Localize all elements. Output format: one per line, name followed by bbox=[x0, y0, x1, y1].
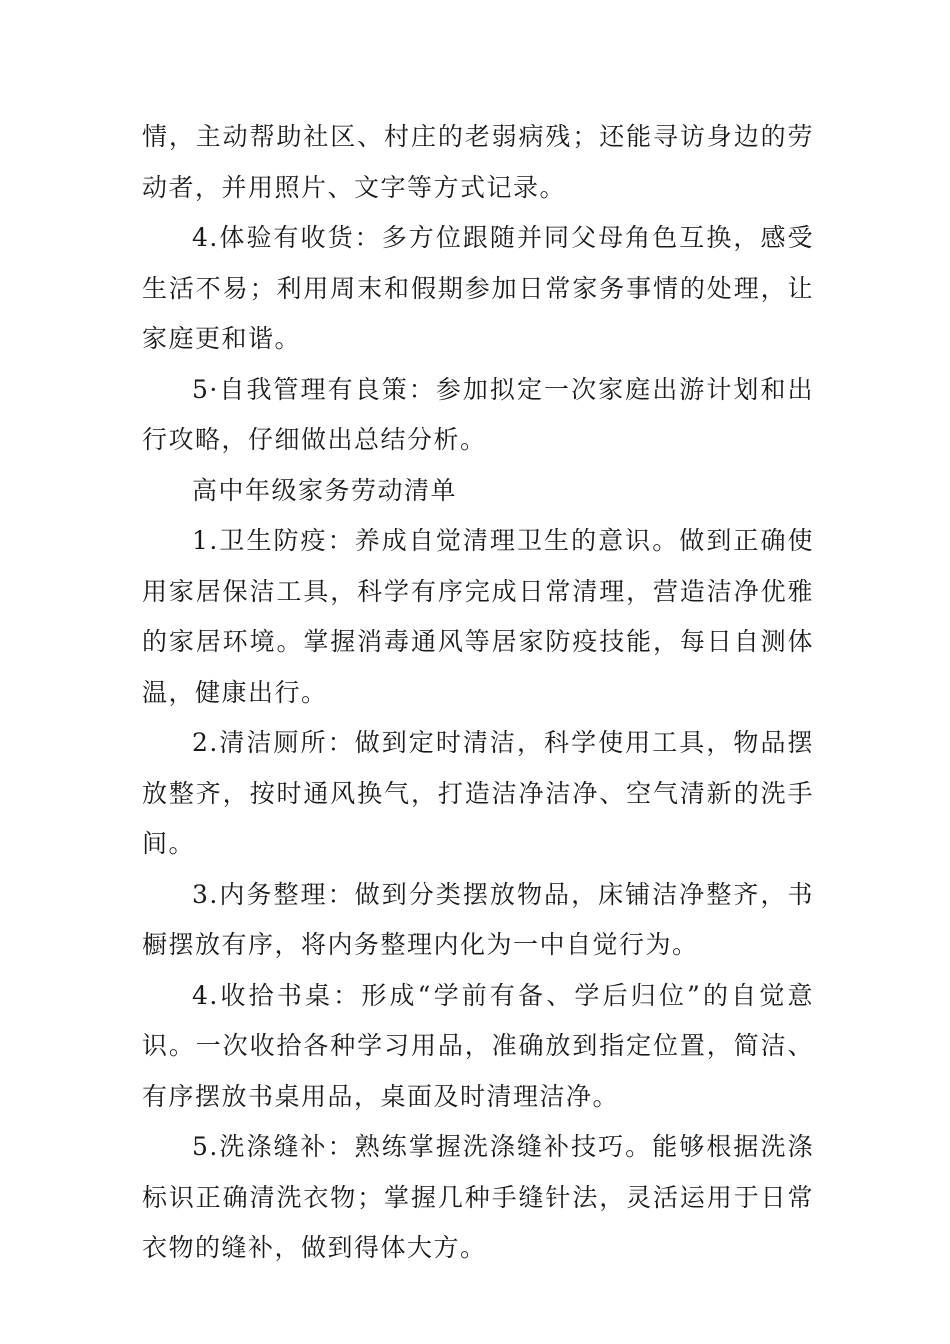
paragraph-item-4-desk: 4.收拾书桌：形成“学前有备、学后归位”的自觉意识。一次收拾各种学习用品，准确放到指定位置，简洁、有序摆放书桌用品，桌面及时清理洁净。 bbox=[142, 980, 814, 1111]
paragraph-item-4-experience: 4.体验有收货：多方位跟随并同父母角色互换，感受生活不易；利用周末和假期参加日常家务事情的处理，让家庭更和谐。 bbox=[142, 223, 814, 353]
paragraph-item-1-hygiene: 1.卫生防疫：养成自觉清理卫生的意识。做到正确使用家居保洁工具，科学有序完成日常清理，营造洁净优雅的家居环境。掌握消毒通风等居家防疫技能，每日自测体温，健康出行。 bbox=[142, 526, 814, 707]
paragraph-item-3-housekeeping: 3.内务整理：做到分类摆放物品，床铺洁净整齐，书橱摆放有序，将内务整理内化为一中自觉行为。 bbox=[142, 879, 814, 959]
paragraph-item-5-self-management: 5·自我管理有良策：参加拟定一次家庭出游计划和出行攻略，仔细做出总结分析。 bbox=[142, 374, 814, 454]
document-body bbox=[142, 112, 814, 1274]
section-heading: 高中年级家务劳动清单 bbox=[192, 475, 458, 505]
paragraph-item-2-toilet: 2.清洁厕所：做到定时清洁，科学使用工具，物品摆放整齐，按时通风换气，打造洁净洁净、空气清新的洗手间。 bbox=[142, 728, 814, 858]
paragraph-continuation: 情，主动帮助社区、村庄的老弱病残；还能寻访身边的劳动者，并用照片、文字等方式记录。 bbox=[142, 122, 814, 202]
paragraph-item-5-laundry: 5.洗涤缝补：熟练掌握洗涤缝补技巧。能够根据洗涤标识正确清洗衣物；掌握几种手缝针法，灵活运用于日常衣物的缝补，做到得体大方。 bbox=[142, 1132, 814, 1262]
